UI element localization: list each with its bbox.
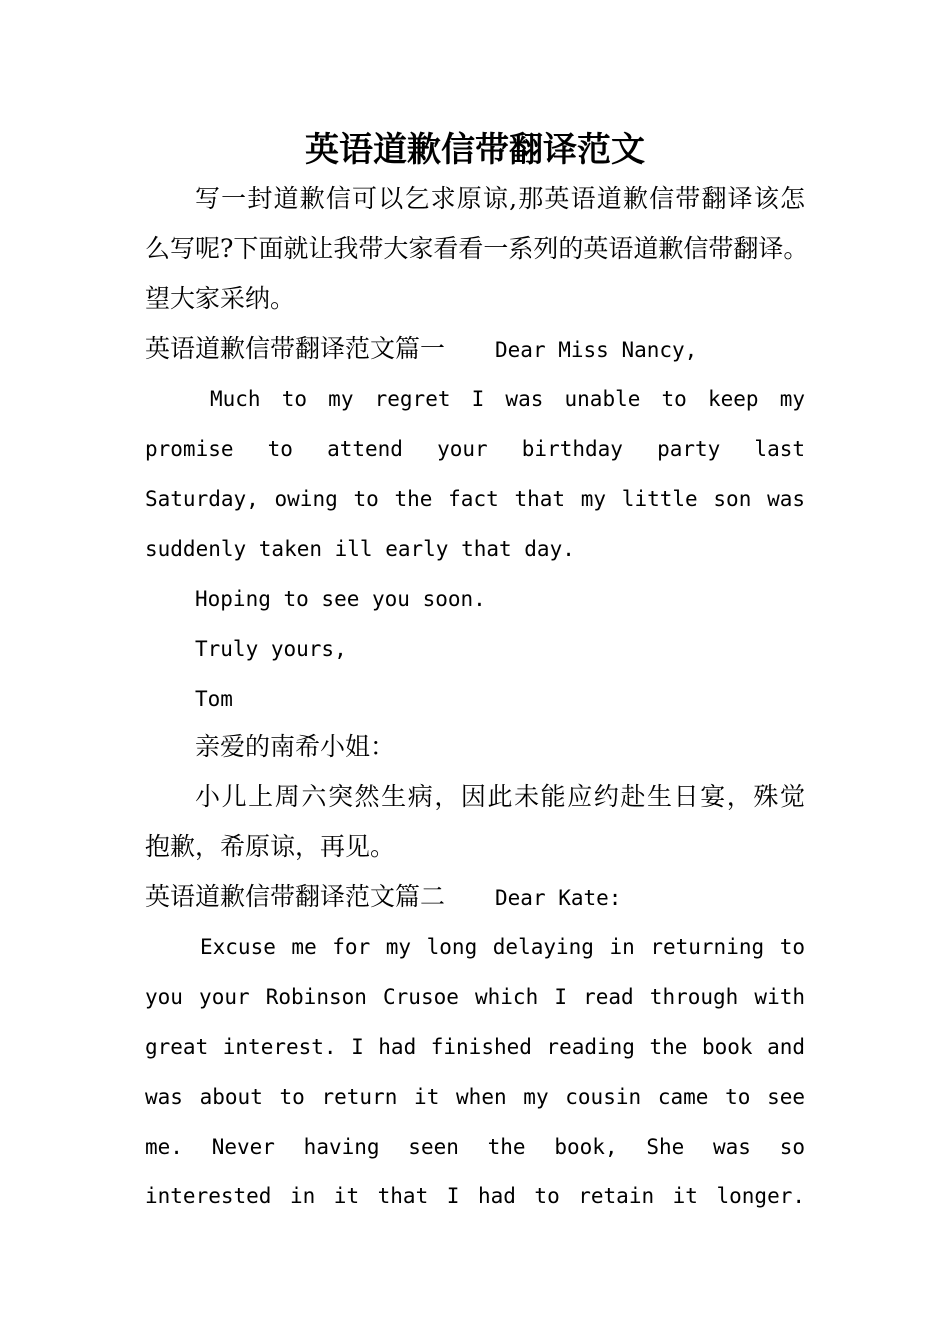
section1-translation-3: 抱歉，希原谅，再见。 xyxy=(145,832,396,861)
document-title: 英语道歉信带翻译范文 xyxy=(305,130,645,170)
section1-translation-1: 亲爱的南希小姐： xyxy=(195,732,396,761)
intro-line-1: 写一封道歉信可以乞求原谅,那英语道歉信带翻译该怎 xyxy=(195,184,805,213)
section1-salutation: Dear Miss Nancy, xyxy=(495,338,698,362)
section1-body-line-4: suddenly taken ill early that day. xyxy=(145,537,575,561)
section2-heading-line xyxy=(145,872,805,922)
section1-closing-3: Tom xyxy=(195,687,233,711)
section2-body-line-3: great interest. I had finished reading the book and xyxy=(145,1035,805,1059)
section2-body-line-4: was about to return it when my cousin came to see xyxy=(145,1085,805,1109)
section1-body-line-2: promise to attend your birthday party last xyxy=(145,437,805,461)
section2-body-line-6: interested in it that I had to retain it longer. xyxy=(145,1184,805,1208)
section1-body-line-3: Saturday, owing to the fact that my little son was xyxy=(145,487,805,511)
section1-closing-2: Truly yours, xyxy=(195,637,347,661)
intro-line-2: 么写呢?下面就让我带大家看看一系列的英语道歉信带翻译。 xyxy=(145,234,809,263)
section1-body-line-1: Much to my regret I was unable to keep my xyxy=(210,387,805,411)
section1-translation-2: 小儿上周六突然生病，因此未能应约赴生日宴，殊觉 xyxy=(195,782,805,811)
section2-heading: 英语道歉信带翻译范文篇二 xyxy=(145,882,446,911)
section2-body-line-2: you your Robinson Crusoe which I read through with xyxy=(145,985,805,1009)
section1-closing-1: Hoping to see you soon. xyxy=(195,587,486,611)
section2-body-line-5: me. Never having seen the book, She was so xyxy=(145,1135,805,1159)
section1-heading: 英语道歉信带翻译范文篇一 xyxy=(145,334,446,363)
section1-heading-line xyxy=(145,324,805,374)
section2-body-line-1: Excuse me for my long delaying in returning to xyxy=(200,935,805,959)
intro-line-3: 望大家采纳。 xyxy=(145,284,296,313)
section2-salutation: Dear Kate: xyxy=(495,886,622,910)
